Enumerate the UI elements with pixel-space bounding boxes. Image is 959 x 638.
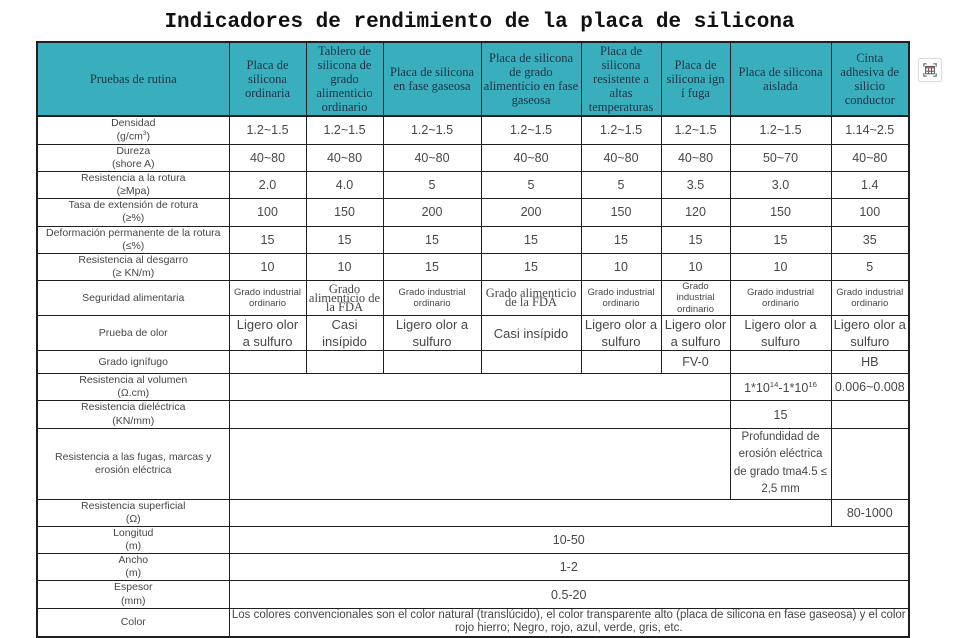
cell: Grado industrial ordinario <box>581 281 661 316</box>
row-label: Deformación permanente de la rotura (≤%) <box>37 226 229 253</box>
cell: 15 <box>481 226 581 253</box>
table-body <box>37 116 909 637</box>
column-header: Placa de silicona resistente a altas temperaturas <box>581 42 661 116</box>
cell: 15 <box>661 226 730 253</box>
page-title: Indicadores de rendimiento de la placa de silicona <box>164 11 795 34</box>
column-header: Tablero de silicona de grado alimenticio ordinario <box>306 42 383 116</box>
table-row <box>37 144 909 171</box>
cell: Grado industrial ordinario <box>831 281 909 316</box>
cell: 5 <box>581 172 661 199</box>
cell: 35 <box>831 226 909 253</box>
table-row <box>37 526 909 553</box>
cell <box>229 374 730 401</box>
row-label: Resistencia al desgarro (≥ KN/m) <box>37 253 229 280</box>
cell <box>229 401 730 428</box>
row-label: Dureza (shore A) <box>37 144 229 171</box>
cell <box>481 351 581 374</box>
table-row <box>37 281 909 316</box>
cell: 15 <box>383 253 481 280</box>
cell: 15 <box>306 226 383 253</box>
cell: 150 <box>581 199 661 226</box>
column-header: Placa de silicona ign í fuga <box>661 42 730 116</box>
cell: 10 <box>730 253 831 280</box>
table-row <box>37 401 909 428</box>
cell: 150 <box>730 199 831 226</box>
table-row <box>37 351 909 374</box>
cell: 1.2~1.5 <box>383 116 481 144</box>
cell: Casi insípido <box>481 316 581 351</box>
cell: 15 <box>730 226 831 253</box>
row-label: Resistencia al volumen (Ω.cm) <box>37 374 229 401</box>
cell: 1.14~2.5 <box>831 116 909 144</box>
cell: Ligero olor a sulfuro <box>383 316 481 351</box>
table-tool-button[interactable] <box>918 58 942 82</box>
cell: 1.2~1.5 <box>306 116 383 144</box>
cell: 10 <box>581 253 661 280</box>
cell: 10 <box>306 253 383 280</box>
cell: HB <box>831 351 909 374</box>
table-row <box>37 428 909 499</box>
row-label: Seguridad alimentaria <box>37 281 229 316</box>
cell: 5 <box>831 253 909 280</box>
cell: Ligero olor a sulfuro <box>229 316 306 351</box>
column-header: Cinta adhesiva de silicio conductor <box>831 42 909 116</box>
table-row <box>37 499 909 526</box>
table-row <box>37 581 909 608</box>
column-header: Placa de silicona ordinaria <box>229 42 306 116</box>
row-label: Longitud (m) <box>37 526 229 553</box>
cell: Grado alimenticio de la FDA <box>306 281 383 316</box>
cell <box>383 351 481 374</box>
cell: 80-1000 <box>831 499 909 526</box>
cell: Grado industrial ordinario <box>229 281 306 316</box>
cell: 100 <box>831 199 909 226</box>
cell: Grado industrial ordinario <box>730 281 831 316</box>
cell: 40~80 <box>383 144 481 171</box>
cell: 40~80 <box>831 144 909 171</box>
cell: Casi insípido <box>306 316 383 351</box>
cell: Ligero olor a sulfuro <box>831 316 909 351</box>
row-label: Resistencia a la rotura (≥Mpa) <box>37 172 229 199</box>
cell: Grado industrial ordinario <box>383 281 481 316</box>
cell: 15 <box>581 226 661 253</box>
cell: 10 <box>661 253 730 280</box>
table-row <box>37 608 909 637</box>
cell: 1.4 <box>831 172 909 199</box>
row-label: Espesor (mm) <box>37 581 229 608</box>
row-label: Ancho (m) <box>37 554 229 581</box>
cell: 50~70 <box>730 144 831 171</box>
cell: FV-0 <box>661 351 730 374</box>
cell: Grado industrial ordinario <box>661 281 730 316</box>
table-extract-icon <box>922 62 938 78</box>
cell: $1*10^{14}-1*10^{16}$ <box>730 374 831 401</box>
table-header <box>37 42 909 116</box>
table-row <box>37 172 909 199</box>
table-row <box>37 226 909 253</box>
cell: 1-2 <box>229 554 909 581</box>
table-row <box>37 554 909 581</box>
cell: 4.0 <box>306 172 383 199</box>
cell: 150 <box>306 199 383 226</box>
cell: 1.2~1.5 <box>481 116 581 144</box>
row-label: Grado ignífugo <box>37 351 229 374</box>
cell: 10 <box>229 253 306 280</box>
row-label: Resistencia superficial (Ω) <box>37 499 229 526</box>
cell: 200 <box>481 199 581 226</box>
row-label: Resistencia dieléctrica (KN/mm) <box>37 401 229 428</box>
cell <box>306 351 383 374</box>
cell: 15 <box>481 253 581 280</box>
cell <box>229 428 730 499</box>
cell: 1.2~1.5 <box>581 116 661 144</box>
cell: 1.2~1.5 <box>730 116 831 144</box>
cell: 15 <box>730 401 831 428</box>
cell: 120 <box>661 199 730 226</box>
cell: 40~80 <box>661 144 730 171</box>
cell: 1.2~1.5 <box>229 116 306 144</box>
page <box>0 11 959 635</box>
cell: 5 <box>383 172 481 199</box>
cell: 1.2~1.5 <box>661 116 730 144</box>
table-row <box>37 116 909 144</box>
column-header: Placa de silicona de grado alimenticio en fase gaseosa <box>481 42 581 116</box>
cell: 0.006~0.008 <box>831 374 909 401</box>
cell: Ligero olor a sulfuro <box>730 316 831 351</box>
cell: 15 <box>229 226 306 253</box>
cell: Ligero olor a sulfuro <box>581 316 661 351</box>
row-label: Color <box>37 608 229 637</box>
column-header: Placa de silicona aislada <box>730 42 831 116</box>
table-row <box>37 374 909 401</box>
table-row <box>37 316 909 351</box>
corner-header: Pruebas de rutina <box>37 42 229 116</box>
cell: 0.5-20 <box>229 581 909 608</box>
cell: 40~80 <box>481 144 581 171</box>
cell: 3.0 <box>730 172 831 199</box>
cell: 200 <box>383 199 481 226</box>
cell: 40~80 <box>229 144 306 171</box>
table-row <box>37 253 909 280</box>
cell: 100 <box>229 199 306 226</box>
cell <box>229 499 831 526</box>
column-header: Placa de silicona en fase gaseosa <box>383 42 481 116</box>
cell <box>831 428 909 499</box>
cell: 15 <box>383 226 481 253</box>
cell <box>229 351 306 374</box>
cell: Ligero olor a sulfuro <box>661 316 730 351</box>
cell: 40~80 <box>581 144 661 171</box>
cell: 5 <box>481 172 581 199</box>
performance-table <box>36 41 910 638</box>
cell <box>730 351 831 374</box>
cell: 3.5 <box>661 172 730 199</box>
cell: Profundidad de erosión eléctrica de grado tma4.5 ≤ 2,5 mm <box>730 428 831 499</box>
cell <box>581 351 661 374</box>
row-label: Resistencia a las fugas, marcas y erosión eléctrica <box>37 428 229 499</box>
cell: 2.0 <box>229 172 306 199</box>
table-row <box>37 199 909 226</box>
row-label: Densidad $(g/cm^3)$ <box>37 116 229 144</box>
cell: Grado alimenticio de la FDA <box>481 281 581 316</box>
header-row <box>37 42 909 116</box>
cell: 40~80 <box>306 144 383 171</box>
cell <box>831 401 909 428</box>
row-label: Prueba de olor <box>37 316 229 351</box>
cell: Los colores convencionales son el color natural (translúcido), el color transparente alto (placa de silicona en fase gaseosa) y el color rojo hierro; Negro, rojo, azul, verde, gris, etc. <box>229 608 909 637</box>
cell: 10-50 <box>229 526 909 553</box>
row-label: Tasa de extensión de rotura (≥%) <box>37 199 229 226</box>
